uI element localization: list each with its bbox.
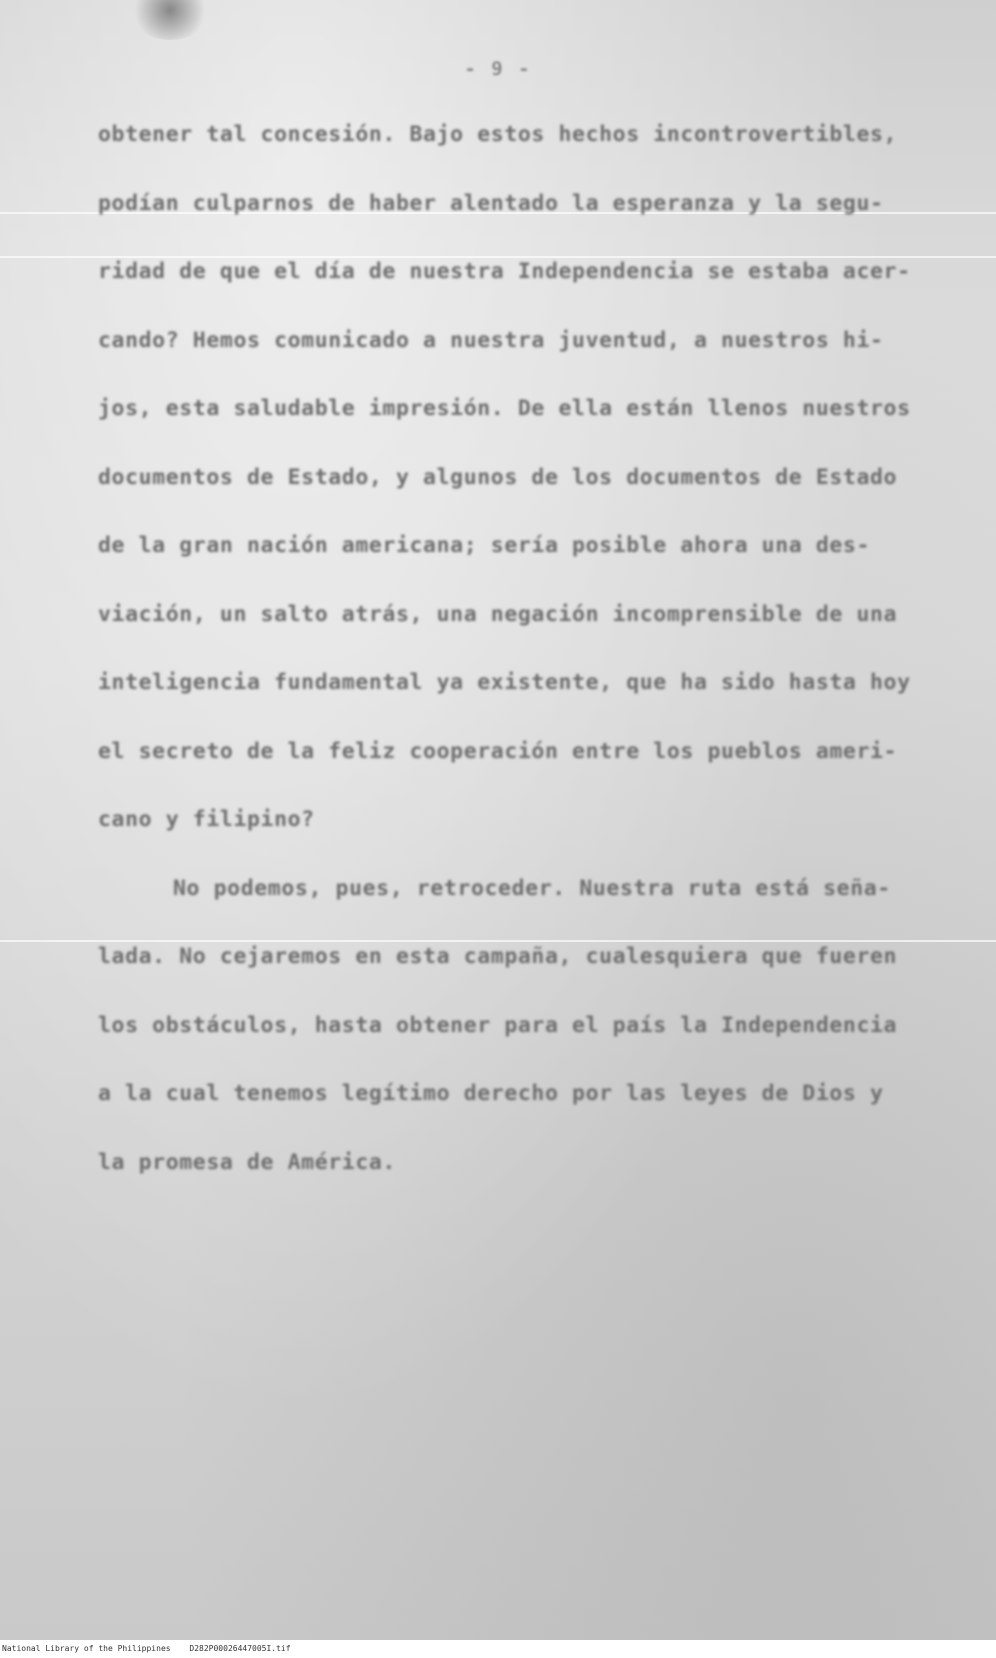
text-line: podían culparnos de haber alentado la esperanza y la segu- — [98, 190, 884, 216]
text-line: lada. No cejaremos en esta campaña, cualesquiera que fueren — [98, 944, 898, 969]
text-line: No podemos, pues, retroceder. Nuestra ruta está seña- — [173, 875, 891, 901]
text-line: jos, esta saludable impresión. De ella están llenos nuestros — [98, 396, 911, 421]
text-line: la promesa de América. — [98, 1149, 396, 1175]
footer-filename: D282P00026447005I.tif — [189, 1644, 291, 1653]
text-line: a la cual tenemos legítimo derecho por las leyes de Dios y — [98, 1081, 884, 1106]
text-line: cano y filipino? — [98, 807, 315, 832]
page-number: - 9 - — [464, 58, 532, 80]
text-line: los obstáculos, hasta obtener para el país la Independencia — [98, 1012, 898, 1038]
text-line: documentos de Estado, y algunos de los documentos de Estado — [98, 464, 898, 490]
footer-library: National Library of the Philippines — [2, 1644, 171, 1653]
paragraph-1 — [98, 115, 958, 869]
body-text — [98, 115, 958, 1211]
text-line: de la gran nación americana; sería posible ahora una des- — [98, 533, 871, 558]
text-line: el secreto de la feliz cooperación entre los pueblos ameri- — [98, 738, 898, 764]
text-line: ridad de que el día de nuestra Independencia se estaba acer- — [98, 259, 911, 284]
ink-smudge — [130, 0, 210, 40]
text-line: cando? Hemos comunicado a nuestra juventud, a nuestros hi- — [98, 327, 884, 353]
scan-footer — [0, 1640, 996, 1658]
text-line: obtener tal concesión. Bajo estos hechos incontrovertibles, — [98, 122, 898, 147]
text-line: inteligencia fundamental ya existente, que ha sido hasta hoy — [98, 670, 911, 695]
text-line: viación, un salto atrás, una negación incomprensible de una — [98, 601, 898, 627]
paragraph-2 — [98, 869, 958, 1212]
